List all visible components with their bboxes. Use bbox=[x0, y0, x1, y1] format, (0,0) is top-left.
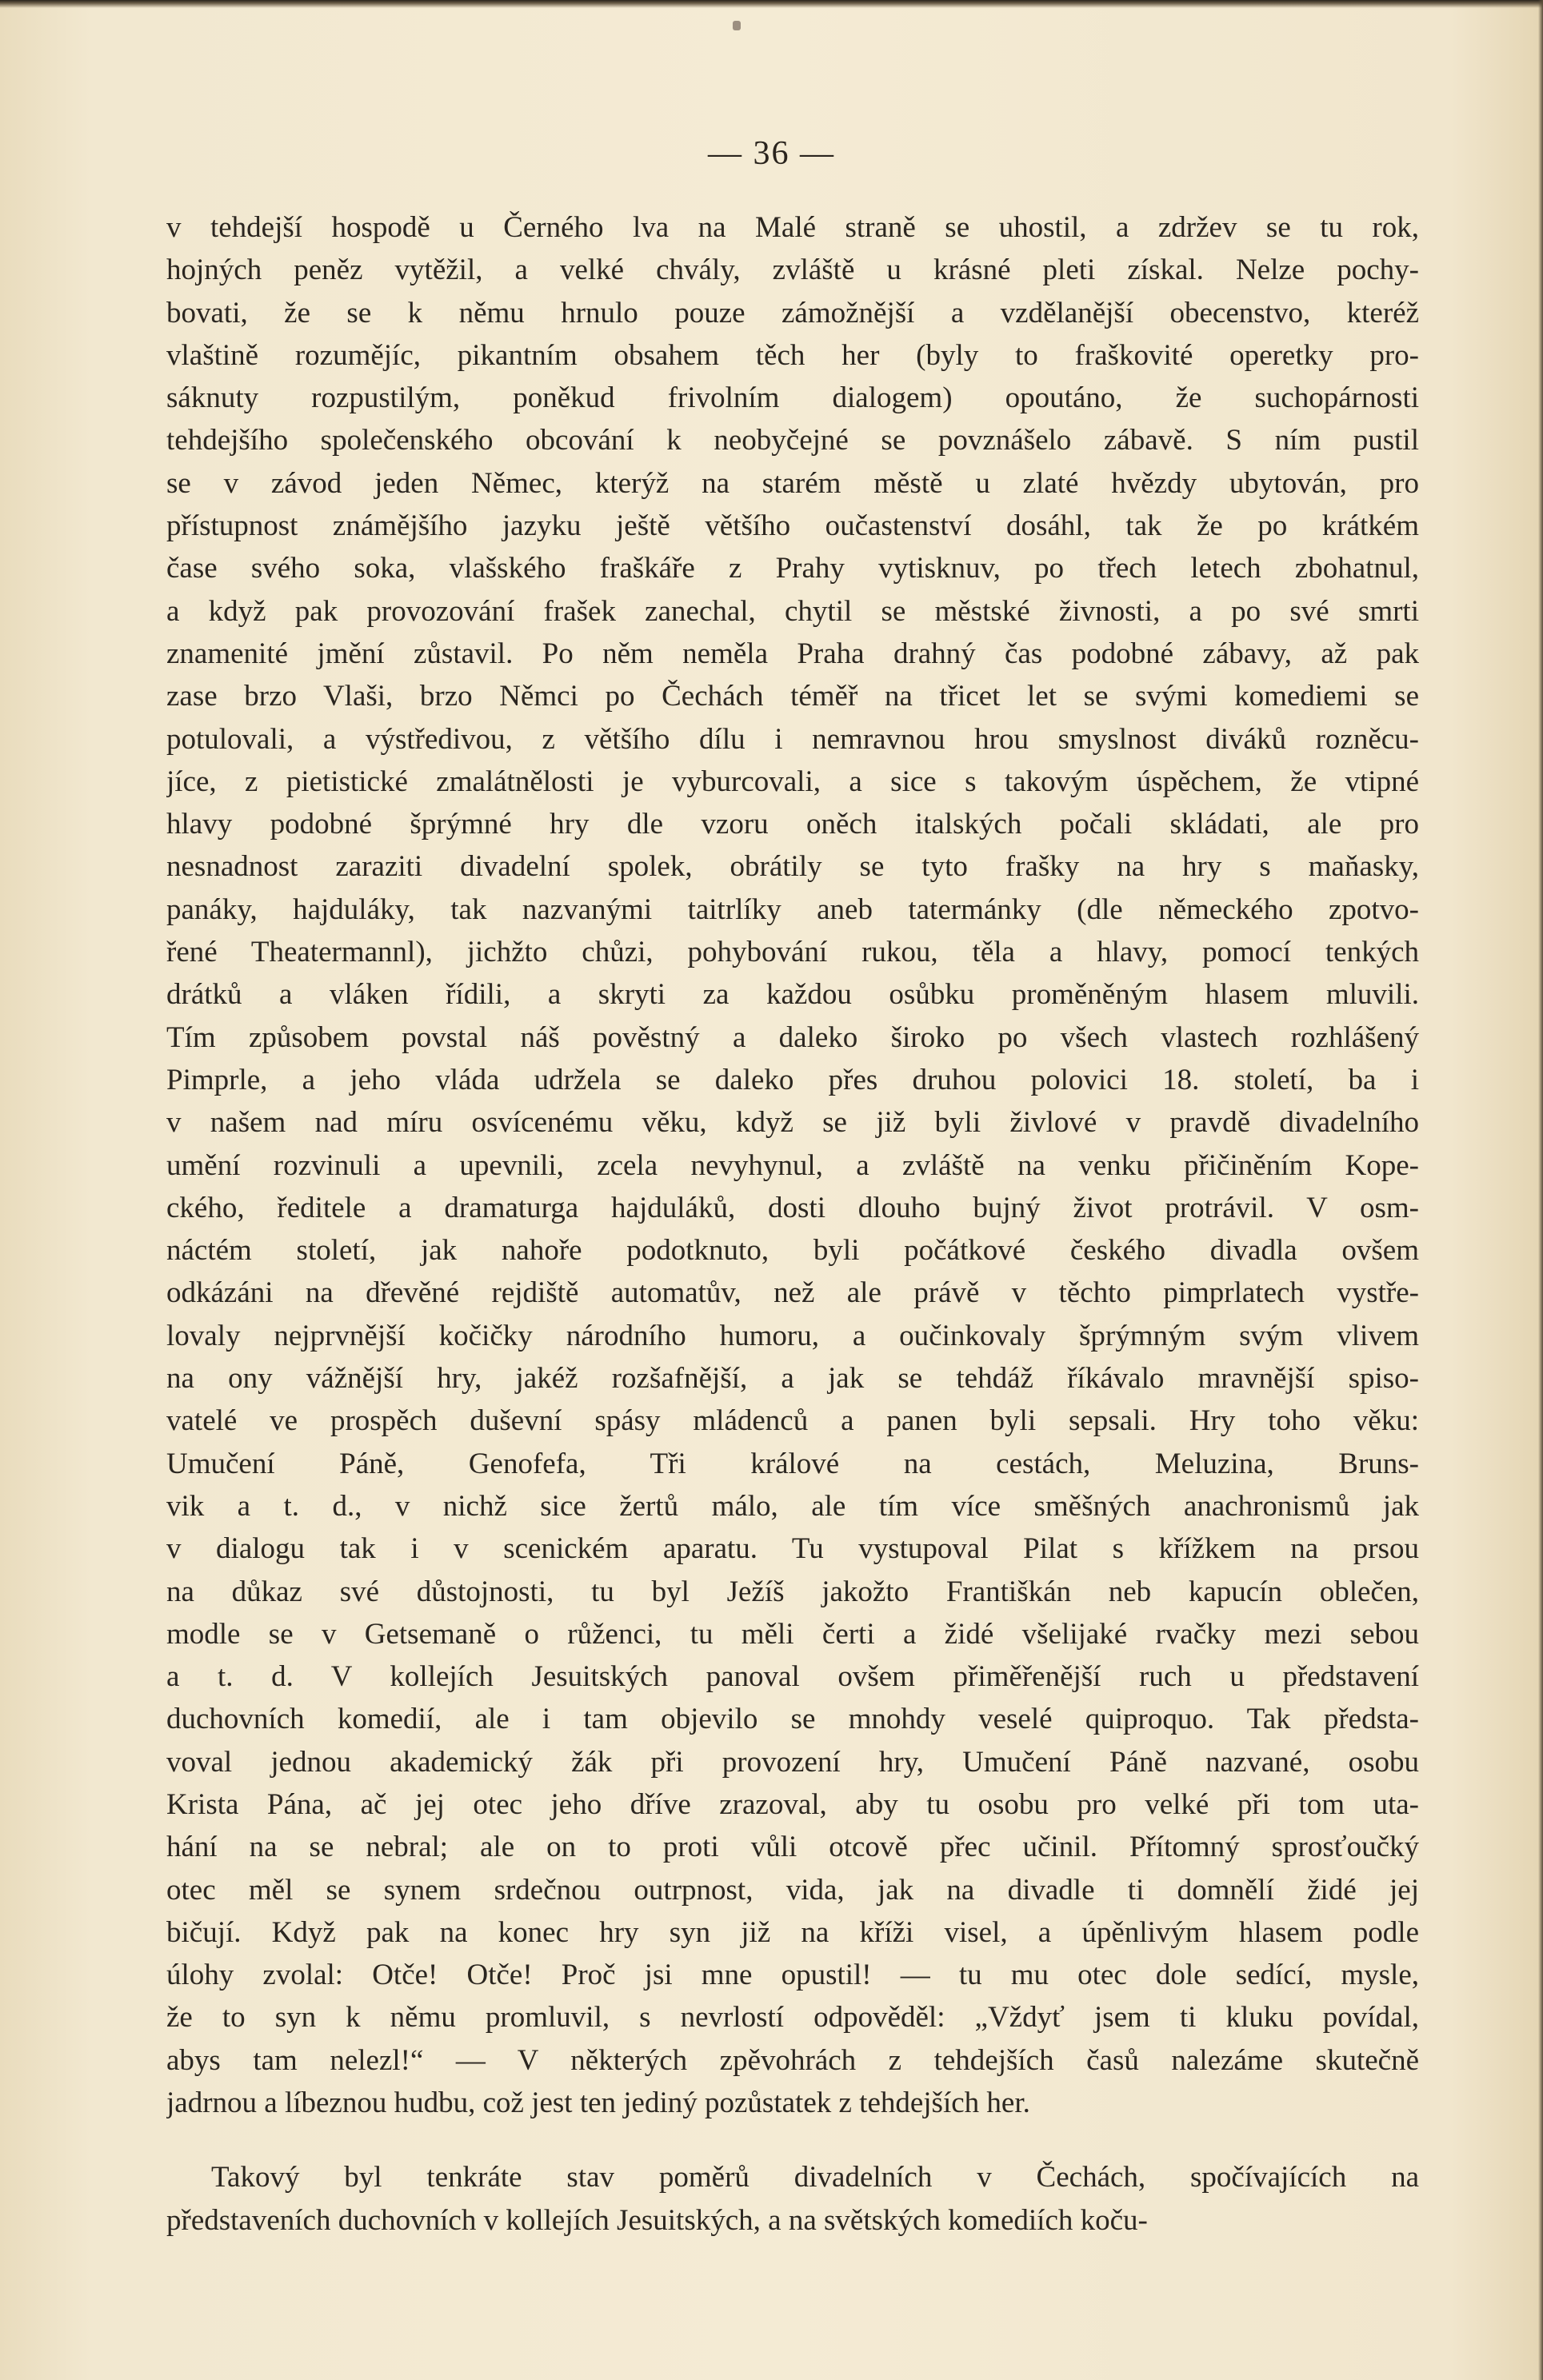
page-top-edge bbox=[0, 0, 1543, 8]
text-line: bičují. Když pak na konec hry syn již na kříži visel, a úpěnlivým hlasem podle bbox=[166, 1915, 1419, 1949]
text-line: v dialogu tak i v scenickém aparatu. Tu vystupoval Pilat s křížkem na prsou bbox=[166, 1532, 1419, 1566]
text-line: náctém století, jak nahoře podotknuto, byli počátkové českého divadla ovšem bbox=[166, 1234, 1419, 1268]
text-line: na důkaz své důstojnosti, tu byl Ježíš jakožto Františkán neb kapucín oblečen, bbox=[166, 1575, 1419, 1608]
text-line: otec měl se synem srdečnou outrpnost, vida, jak na divadle ti domnělí židé jej bbox=[166, 1873, 1419, 1907]
text-line: panáky, hajduláky, tak nazvanými taitrlíky aneb tatermánky (dle německého zpotvo- bbox=[166, 892, 1419, 926]
text-line: bovati, že se k němu hrnulo pouze zámožnější a vzdělanější obecenstvo, kteréž bbox=[166, 296, 1419, 329]
text-line: nesnadnost zaraziti divadelní spolek, obrátily se tyto frašky na hry s maňasky, bbox=[166, 850, 1419, 884]
text-line: řené Theatermannl), jichžto chůzi, pohybování rukou, těla a hlavy, pomocí tenkých bbox=[166, 936, 1419, 969]
paragraph-1 bbox=[166, 206, 1419, 2124]
text-line: v našem nad míru osvícenému věku, když se již byli živlové v pravdě divadelního bbox=[166, 1106, 1419, 1140]
text-line: jíce, z pietistické zmalátnělosti je vyburcovali, a sice s takovým úspěchem, že vtipné bbox=[166, 765, 1419, 798]
paragraph-2 bbox=[166, 2156, 1419, 2242]
text-line: drátků a vláken řídili, a skryti za každou osůbku proměněným hlasem mluvili. bbox=[166, 978, 1419, 1012]
paragraph-gap bbox=[166, 2124, 1419, 2156]
text-line: hojných peněz vytěžil, a velké chvály, zvláště u krásné pleti získal. Nelze pochy- bbox=[166, 254, 1419, 287]
text-line: sáknuty rozpustilým, poněkud frivolním dialogem) opoutáno, že suchopárnosti bbox=[166, 381, 1419, 415]
text-line: na ony vážnější hry, jakéž rozšafnější, a jak se tehdáž říkávalo mravnější spiso- bbox=[166, 1362, 1419, 1396]
text-line: vik a t. d., v nichž sice žertů málo, ale tím více směšných anachronismů jak bbox=[166, 1489, 1419, 1523]
text-line: odkázáni na dřevěné rejdiště automatův, než ale právě v těchto pimprlatech vystře- bbox=[166, 1276, 1419, 1310]
text-line: úlohy zvolal: Otče! Otče! Proč jsi mne opustil! — tu mu otec dole sedící, mysle, bbox=[166, 1959, 1419, 1992]
text-line: tehdejšího společenského obcování k neobyčejné se povznášelo zábavě. S ním pustil bbox=[166, 424, 1419, 457]
text-line: znamenité jmění zůstavil. Po něm neměla Praha drahný čas podobné zábavy, až pak bbox=[166, 637, 1419, 670]
text-line: a t. d. V kollejích Jesuitských panoval ovšem přiměřenější ruch u představení bbox=[166, 1660, 1419, 1694]
text-line: představeních duchovních v kollejích Jesuitských, a na světských komediích koču- bbox=[166, 2203, 1148, 2237]
text-line: umění rozvinuli a upevnili, zcela nevyhynul, a zvláště na venku přičiněním Kope- bbox=[166, 1148, 1419, 1182]
text-line: zase brzo Vlaši, brzo Němci po Čechách téměř na třicet let se svými komediemi se bbox=[166, 680, 1419, 713]
text-line: a když pak provozování frašek zanechal, chytil se městské živnosti, a po své smrti bbox=[166, 594, 1419, 628]
text-line: že to syn k němu promluvil, s nevrlostí odpověděl: „Vždyť jsem ti kluku povídal, bbox=[166, 2001, 1419, 2035]
text-line: Pimprle, a jeho vláda udržela se daleko přes druhou polovici 18. století, ba i bbox=[166, 1063, 1419, 1096]
text-line: voval jednou akademický žák při provození hry, Umučení Páně nazvané, osobu bbox=[166, 1745, 1419, 1779]
text-line: se v závod jeden Němec, kterýž na starém městě u zlaté hvězdy ubytován, pro bbox=[166, 466, 1419, 500]
page-number: — 36 — bbox=[708, 135, 835, 172]
text-line: v tehdejší hospodě u Černého lva na Malé straně se uhostil, a zdržev se tu rok, bbox=[166, 211, 1419, 244]
text-line: Tím způsobem povstal náš pověstný a daleko široko po všech vlastech rozhlášený bbox=[166, 1020, 1419, 1054]
page-right-edge bbox=[1538, 0, 1543, 2380]
text-line: vlaštině rozumějíc, pikantním obsahem těch her (byly to fraškovité operetky pro- bbox=[166, 338, 1419, 372]
text-line: Krista Pána, ač jej otec jeho dříve zrazoval, aby tu osobu pro velké při tom uta- bbox=[166, 1787, 1419, 1821]
text-line: abys tam nelezl!“ — V některých zpěvohrách z tehdejších časů nalezáme skutečně bbox=[166, 2043, 1419, 2077]
text-line: Takový byl tenkráte stav poměrů divadelních v Čechách, spočívajících na bbox=[211, 2161, 1419, 2194]
text-line: hlavy podobné šprýmné hry dle vzoru oněch italských počali skládati, ale pro bbox=[166, 808, 1419, 841]
paper-speck bbox=[733, 21, 741, 30]
body-text bbox=[166, 206, 1419, 2242]
text-line: potulovali, a výstředivou, z většího dílu i nemravnou hrou smyslnost diváků rozněcu- bbox=[166, 722, 1419, 756]
text-line: ckého, ředitele a dramaturga hajduláků, dosti dlouho bujný život protrávil. V osm- bbox=[166, 1191, 1419, 1224]
text-line: přístupnost známějšího jazyku ještě většího oučastenství dosáhl, tak že po krátkém bbox=[166, 509, 1419, 543]
text-line: Umučení Páně, Genofefa, Tři králové na cestách, Meluzina, Bruns- bbox=[166, 1447, 1419, 1480]
text-line: duchovních komedií, ale i tam objevilo se mnohdy veselé quiproquo. Tak předsta- bbox=[166, 1703, 1419, 1736]
text-line: čase svého soka, vlašského fraškáře z Prahy vytisknuv, po třech letech zbohatnul, bbox=[166, 552, 1419, 585]
text-line: modle se v Getsemaně o růženci, tu měli čerti a židé všelijaké rvačky mezi sebou bbox=[166, 1617, 1419, 1651]
text-line: vatelé ve prospěch duševní spásy mládenců a panen byli sepsali. Hry toho věku: bbox=[166, 1404, 1419, 1438]
text-line: lovaly nejprvnější kočičky národního humoru, a oučinkovaly šprýmným svým vlivem bbox=[166, 1319, 1419, 1352]
text-line: hání na se nebral; ale on to proti vůli otcově přec učinil. Přítomný sprosťoučký bbox=[166, 1831, 1419, 1864]
text-line: jadrnou a líbeznou hudbu, což jest ten jediný pozůstatek z tehdejších her. bbox=[166, 2086, 1030, 2120]
